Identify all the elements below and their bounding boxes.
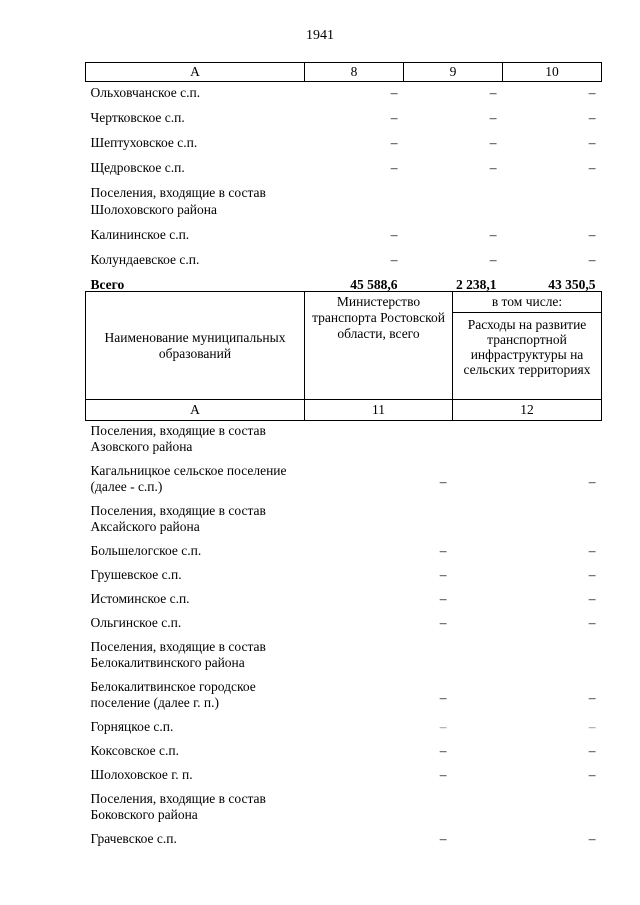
col-header-9: 9 bbox=[404, 63, 503, 82]
value-col-9: – bbox=[489, 160, 497, 175]
value-col-8: – bbox=[390, 227, 398, 242]
table-index-row bbox=[86, 400, 602, 421]
value-col-11 bbox=[305, 637, 453, 677]
value-col-8: – bbox=[390, 160, 398, 175]
budget-table-continuation bbox=[85, 62, 602, 299]
table-row bbox=[86, 589, 602, 613]
total-col-8: 45 588,6 bbox=[350, 277, 398, 292]
row-name: Чертковское с.п. bbox=[90, 110, 185, 125]
value-col-9: – bbox=[489, 252, 497, 267]
table-row bbox=[86, 677, 602, 717]
row-name: Поселения, входящие в состав Азовского района bbox=[90, 423, 266, 454]
row-name: Большелогское с.п. bbox=[90, 543, 202, 558]
value-col-8: – bbox=[390, 135, 398, 150]
value-col-12: – bbox=[588, 690, 596, 705]
value-col-12: – bbox=[588, 567, 596, 582]
table-row-group-heading bbox=[86, 501, 602, 541]
row-name: Калининское с.п. bbox=[90, 227, 190, 242]
total-label: Всего bbox=[90, 277, 125, 292]
value-col-11: – bbox=[439, 543, 447, 558]
table-row bbox=[86, 541, 602, 565]
row-name: Кагальницкое сельское поселение (далее - с.п.) bbox=[90, 463, 287, 494]
value-col-8: – bbox=[390, 110, 398, 125]
value-col-12 bbox=[453, 421, 602, 462]
value-col-11: – bbox=[439, 567, 447, 582]
value-col-11: – bbox=[439, 615, 447, 630]
row-name: Белокалитвинское городское поселение (далее г. п.) bbox=[90, 679, 256, 710]
table-row bbox=[86, 765, 602, 789]
value-col-10: – bbox=[588, 252, 596, 267]
value-col-12: – bbox=[588, 831, 596, 846]
value-col-12: – bbox=[588, 719, 596, 734]
row-name: Шептуховское с.п. bbox=[90, 135, 198, 150]
table-row bbox=[86, 741, 602, 765]
row-name: Поселения, входящие в состав Боковского района bbox=[90, 791, 266, 822]
value-col-9: – bbox=[489, 135, 497, 150]
transport-ministry-table bbox=[85, 291, 602, 853]
value-col-11 bbox=[305, 501, 453, 541]
table-row bbox=[86, 717, 602, 741]
value-col-11: – bbox=[439, 690, 447, 705]
table-row-group-heading bbox=[86, 637, 602, 677]
value-col-11: – bbox=[439, 831, 447, 846]
row-name: Ольховчанское с.п. bbox=[90, 85, 201, 100]
table-header-row bbox=[86, 292, 602, 313]
row-name: Поселения, входящие в состав Шолоховского района bbox=[90, 185, 266, 217]
col-index-a: А bbox=[86, 400, 305, 421]
value-col-10: – bbox=[588, 227, 596, 242]
value-col-12: – bbox=[588, 474, 596, 489]
row-name: Грушевское с.п. bbox=[90, 567, 182, 582]
value-col-10: – bbox=[588, 135, 596, 150]
value-col-9: – bbox=[489, 110, 497, 125]
header-including: в том числе: bbox=[453, 292, 602, 313]
row-name: Щедровское с.п. bbox=[90, 160, 185, 175]
total-col-9: 2 238,1 bbox=[456, 277, 497, 292]
table-row bbox=[86, 565, 602, 589]
table-row bbox=[86, 613, 602, 637]
col-header-8: 8 bbox=[305, 63, 404, 82]
table-row-group-heading bbox=[86, 421, 602, 462]
value-col-8: – bbox=[390, 252, 398, 267]
value-col-11: – bbox=[439, 474, 447, 489]
value-col-10: – bbox=[588, 85, 596, 100]
value-col-10: – bbox=[588, 110, 596, 125]
value-col-11: – bbox=[439, 719, 447, 734]
col-header-10: 10 bbox=[503, 63, 602, 82]
value-col-12: – bbox=[588, 615, 596, 630]
row-name: Коксовское с.п. bbox=[90, 743, 179, 758]
table-row bbox=[86, 132, 602, 157]
table-row bbox=[86, 249, 602, 274]
value-col-12: – bbox=[588, 591, 596, 606]
row-name: Шолоховское г. п. bbox=[90, 767, 193, 782]
table-row-group-heading bbox=[86, 182, 602, 224]
value-col-10 bbox=[503, 182, 602, 224]
value-col-9 bbox=[404, 182, 503, 224]
value-col-12 bbox=[453, 637, 602, 677]
table-row bbox=[86, 829, 602, 853]
row-name: Ольгинское с.п. bbox=[90, 615, 182, 630]
row-name: Горняцкое с.п. bbox=[90, 719, 174, 734]
table-row bbox=[86, 107, 602, 132]
value-col-12 bbox=[453, 501, 602, 541]
value-col-8: – bbox=[390, 85, 398, 100]
value-col-9: – bbox=[489, 227, 497, 242]
col-index-12: 12 bbox=[453, 400, 602, 421]
value-col-12: – bbox=[588, 743, 596, 758]
header-municipality-name: Наименование муниципальных образований bbox=[86, 292, 305, 400]
table-row-group-heading bbox=[86, 789, 602, 829]
row-name: Колундаевское с.п. bbox=[90, 252, 200, 267]
col-index-11: 11 bbox=[305, 400, 453, 421]
table-row bbox=[86, 82, 602, 108]
row-name: Истоминское с.п. bbox=[90, 591, 190, 606]
header-rural-transport: Расходы на развитие транспортной инфраструктуры на сельских территориях bbox=[453, 313, 602, 400]
value-col-12: – bbox=[588, 543, 596, 558]
table-row bbox=[86, 224, 602, 249]
table-row bbox=[86, 461, 602, 501]
value-col-12: – bbox=[588, 767, 596, 782]
value-col-9: – bbox=[489, 85, 497, 100]
total-col-10: 43 350,5 bbox=[548, 277, 596, 292]
value-col-12 bbox=[453, 789, 602, 829]
value-col-10: – bbox=[588, 160, 596, 175]
row-name: Грачевское с.п. bbox=[90, 831, 177, 846]
value-col-8 bbox=[305, 182, 404, 224]
value-col-11: – bbox=[439, 591, 447, 606]
table-row bbox=[86, 157, 602, 182]
col-header-a: А bbox=[86, 63, 305, 82]
value-col-11 bbox=[305, 789, 453, 829]
value-col-11 bbox=[305, 421, 453, 462]
value-col-11: – bbox=[439, 743, 447, 758]
table-header-row bbox=[86, 63, 602, 82]
row-name: Поселения, входящие в состав Белокалитвинского района bbox=[90, 639, 266, 670]
page-number: 1941 bbox=[306, 28, 334, 43]
value-col-11: – bbox=[439, 767, 447, 782]
header-ministry-total: Министерство транспорта Ростовской области, всего bbox=[305, 292, 453, 400]
row-name: Поселения, входящие в состав Аксайского района bbox=[90, 503, 266, 534]
